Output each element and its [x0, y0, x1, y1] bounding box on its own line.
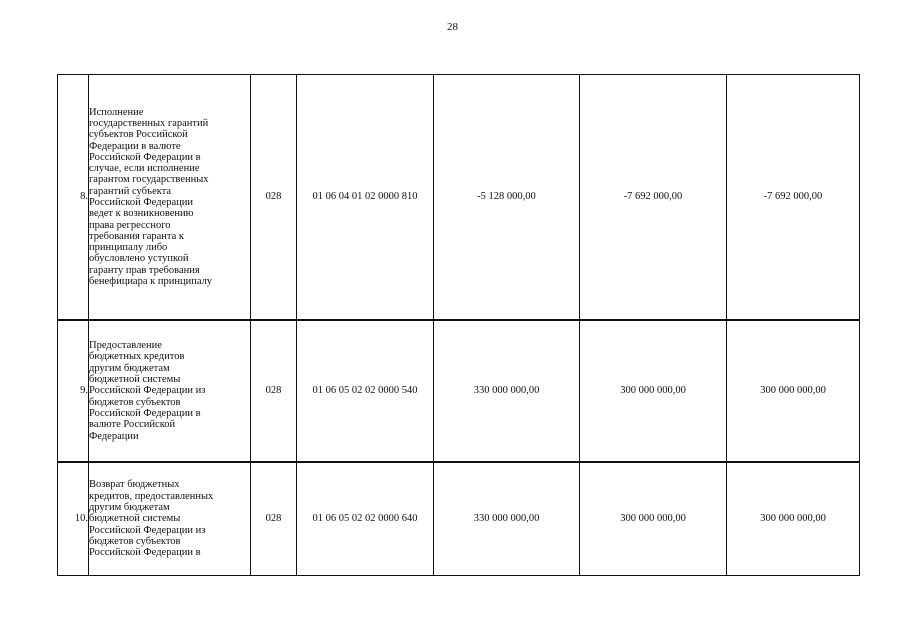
table-row — [58, 75, 860, 321]
admin-code: 028 — [251, 320, 297, 462]
budget-classification-code: 01 06 05 02 02 0000 540 — [297, 320, 434, 462]
amount-year-2: 300 000 000,00 — [580, 462, 727, 576]
amount-year-2: -7 692 000,00 — [580, 75, 727, 321]
amount-year-3: 300 000 000,00 — [727, 320, 860, 462]
row-description: Исполнение государственных гарантий субъектов Российской Федерации в валюте Российской Федерации в случае, если исполнение гарантом государственных гарантий субъекта Российской Федерации ведет к возникновению права регрессного требования гаранта к принципалу либо обусловлено уступкой гаранту прав требования бенефициара к принципалу — [89, 75, 251, 321]
amount-year-1: -5 128 000,00 — [434, 75, 580, 321]
budget-classification-code: 01 06 04 01 02 0000 810 — [297, 75, 434, 321]
amount-year-1: 330 000 000,00 — [434, 462, 580, 576]
table-row — [58, 320, 860, 462]
page-number: 28 — [447, 21, 458, 33]
amount-year-1: 330 000 000,00 — [434, 320, 580, 462]
admin-code: 028 — [251, 75, 297, 321]
budget-sources-table — [57, 74, 860, 576]
row-description: Предоставление бюджетных кредитов другим бюджетам бюджетной системы Российской Федерации из бюджетов субъектов Российской Федерации в валюте Российской Федерации — [89, 320, 251, 462]
row-number: 10. — [58, 462, 89, 576]
admin-code: 028 — [251, 462, 297, 576]
amount-year-3: 300 000 000,00 — [727, 462, 860, 576]
budget-classification-code: 01 06 05 02 02 0000 640 — [297, 462, 434, 576]
row-description: Возврат бюджетных кредитов, предоставленных другим бюджетам бюджетной системы Российской Федерации из бюджетов субъектов Российской Федерации в — [89, 462, 251, 576]
amount-year-2: 300 000 000,00 — [580, 320, 727, 462]
table-row — [58, 462, 860, 576]
row-number: 9. — [58, 320, 89, 462]
amount-year-3: -7 692 000,00 — [727, 75, 860, 321]
row-number: 8. — [58, 75, 89, 321]
